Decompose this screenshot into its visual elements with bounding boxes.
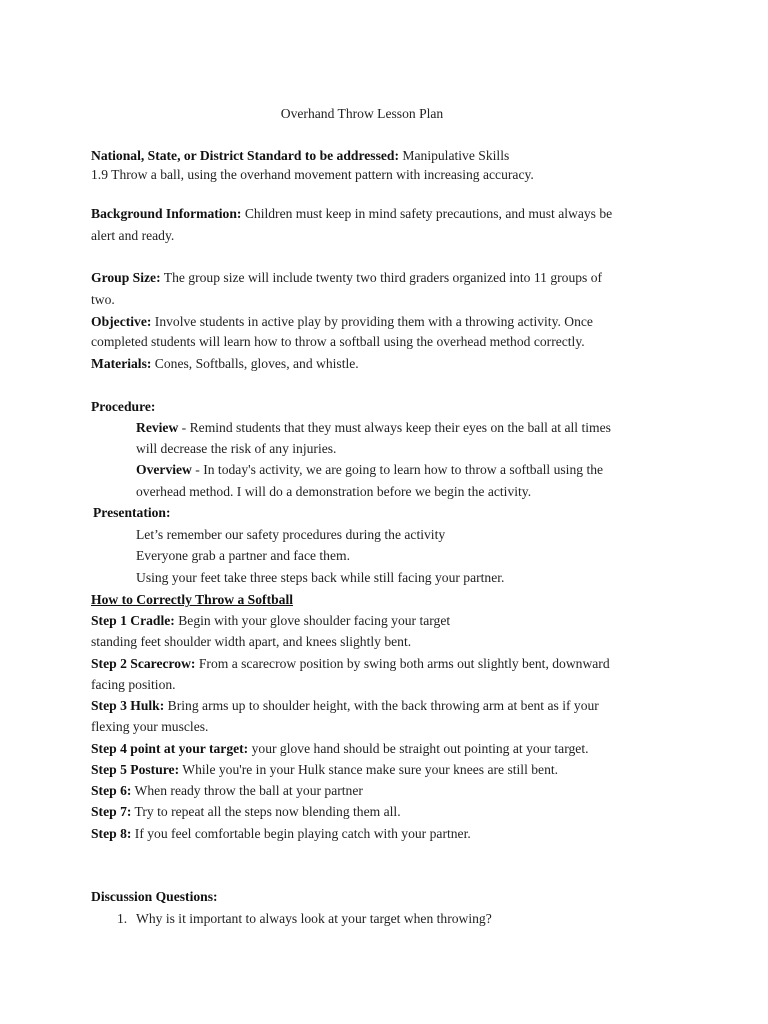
procedure-heading [91, 396, 679, 417]
review-label: Review [136, 420, 179, 435]
step-text: From a scarecrow position by swing both arms out slightly bent, downward [195, 656, 610, 671]
step-line-continued: facing position. [91, 677, 176, 692]
step-text: Try to repeat all the steps now blending them all. [131, 804, 401, 819]
step-label: Step 8: [91, 826, 132, 841]
materials-line [91, 353, 679, 374]
step-line-continued: flexing your muscles. [91, 719, 209, 734]
overview-line1 [136, 459, 676, 480]
background-line1 [91, 203, 679, 224]
presentation-heading-text: Presentation: [93, 505, 171, 520]
step-text: your glove hand should be straight out pointing at your target. [248, 741, 589, 756]
page-title: Overhand Throw Lesson Plan [280, 106, 444, 121]
step-line [91, 610, 679, 631]
background-line2: alert and ready. [91, 228, 175, 243]
objective-text: Involve students in active play by providing them with a throwing activity. Once [151, 314, 593, 329]
presentation-item: Let’s remember our safety procedures during the activity [136, 527, 446, 542]
review-line1 [136, 417, 676, 438]
presentation-item: Everyone grab a partner and face them. [136, 548, 350, 563]
question-number: 1. [117, 911, 128, 926]
step-line-continued: standing feet shoulder width apart, and knees slightly bent. [91, 634, 412, 649]
presentation-heading [93, 502, 681, 523]
step-label: Step 2 Scarecrow: [91, 656, 196, 671]
review-text: - Remind students that they must always keep their eyes on the ball at all times [178, 420, 611, 435]
step-line [91, 738, 679, 759]
step-line [91, 823, 679, 844]
step-line [91, 695, 679, 716]
group-size-text: The group size will include twenty two third graders organized into 11 groups of [160, 270, 603, 285]
step-label: Step 1 Cradle: [91, 613, 175, 628]
overview-text: - In today's activity, we are going to learn how to throw a softball using the [191, 462, 604, 477]
materials-label: Materials: [91, 356, 152, 371]
how-to-heading [91, 589, 679, 610]
group-size-label: Group Size: [91, 270, 161, 285]
step-text: When ready throw the ball at your partner [131, 783, 363, 798]
background-label: Background Information: [91, 206, 242, 221]
step-text: If you feel comfortable begin playing catch with your partner. [131, 826, 471, 841]
group-size-line2: two. [91, 292, 115, 307]
materials-text: Cones, Softballs, gloves, and whistle. [151, 356, 359, 371]
presentation-item: Using your feet take three steps back while still facing your partner. [136, 570, 505, 585]
objective-line2: completed students will learn how to throw a softball using the overhead method correctly. [91, 334, 585, 349]
group-size-line1 [91, 267, 679, 288]
how-to-heading-text: How to Correctly Throw a Softball [91, 592, 294, 607]
standard-detail: 1.9 Throw a ball, using the overhand movement pattern with increasing accuracy. [91, 167, 534, 182]
step-label: Step 5 Posture: [91, 762, 180, 777]
step-line [91, 759, 679, 780]
step-text: Begin with your glove shoulder facing your target [174, 613, 451, 628]
standard-label: National, State, or District Standard to be addressed: [91, 148, 399, 163]
standard-value: Manipulative Skills [399, 148, 510, 163]
step-label: Step 7: [91, 804, 132, 819]
step-text: While you're in your Hulk stance make sure your knees are still bent. [179, 762, 559, 777]
step-line [91, 780, 679, 801]
step-line [91, 653, 679, 674]
discussion-heading-text: Discussion Questions: [91, 889, 218, 904]
background-text: Children must keep in mind safety precautions, and must always be [241, 206, 613, 221]
overview-line2: overhead method. I will do a demonstration before we begin the activity. [136, 484, 532, 499]
discussion-heading [91, 886, 679, 907]
procedure-heading-text: Procedure: [91, 399, 156, 414]
objective-label: Objective: [91, 314, 152, 329]
step-line [91, 801, 679, 822]
step-label: Step 4 point at your target: [91, 741, 249, 756]
step-label: Step 3 Hulk: [91, 698, 165, 713]
question-text: Why is it important to always look at your target when throwing? [136, 911, 492, 926]
objective-line1 [91, 311, 679, 332]
overview-label: Overview [136, 462, 192, 477]
discussion-question [117, 908, 492, 929]
step-label: Step 6: [91, 783, 132, 798]
review-line2: will decrease the risk of any injuries. [136, 441, 337, 456]
step-text: Bring arms up to shoulder height, with the back throwing arm at bent as if your [164, 698, 599, 713]
